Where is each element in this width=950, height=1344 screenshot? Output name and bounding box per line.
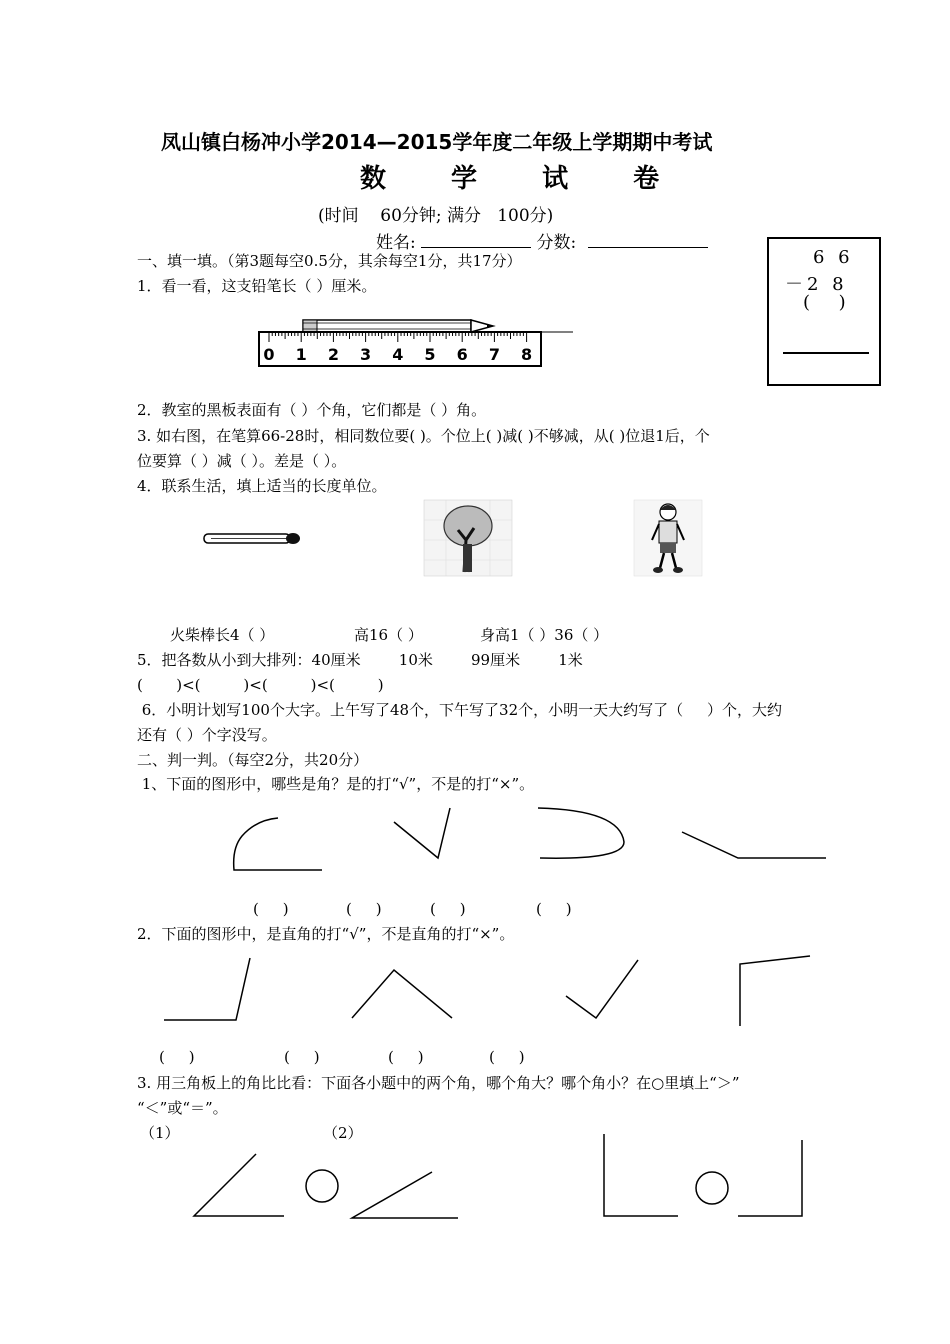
question-1-3-line1: 3. 如右图，在笔算66-28时，相同数位要( )。个位上( )减( )不够减，从( )位退1后，个 [137,427,710,445]
q4-boy-label: 身高1（ ）36（ ） [480,626,609,644]
calc-minus-number: －2 8 [785,274,848,295]
q2-1-paren-4[interactable]: ( ) [536,900,572,918]
name-blank[interactable] [421,247,531,248]
angle-shape-2 [394,808,450,858]
section1-heading: 一、填一填。（第3题每空0.5分，其余每空1分，共17分） [137,252,522,270]
pencil-icon [303,320,495,332]
ruler-number: 4 [392,345,404,364]
ruler-number: 5 [424,345,436,364]
boy-icon [634,500,702,576]
question-1-2: 2．教室的黑板表面有（ ）个角，它们都是（ ）角。 [137,401,487,419]
exam-title: 凤山镇白杨冲小学2014—2015学年度二年级上学期期中考试 [161,130,713,154]
curved-shape-3 [538,808,624,858]
score-blank[interactable] [588,247,708,248]
calc-answer-paren: ( ) [803,292,846,313]
angle-judge-figures [220,800,840,880]
angle-compare-figures [190,1130,810,1225]
compare-circle-1[interactable] [306,1170,338,1202]
q2-2-paren-1[interactable]: ( ) [159,1048,195,1066]
curved-shape-1 [234,818,322,870]
question-2-3-line1: 3. 用三角板上的角比比看：下面各小题中的两个角，哪个角大？哪个角小？在○里填上“＞” [137,1074,740,1092]
score-label: 分数: [536,233,577,253]
name-label: 姓名: [376,233,416,253]
pencil-ruler-figure [255,312,575,370]
exam-subtitle: 数 学 试 卷 [360,164,688,194]
question-2-3-line2: “＜”或“＝”。 [137,1099,228,1117]
time-info: (时间 60分钟; 满分 100分) [318,206,554,226]
matchstick-icon [203,530,303,548]
question-1-4: 4．联系生活，填上适当的长度单位。 [137,477,387,495]
q2-3-label-2: （2） [323,1124,363,1142]
compare-angle-2b [738,1140,802,1216]
q2-2-paren-4[interactable]: ( ) [489,1048,525,1066]
compare-angle-1a [194,1154,284,1216]
angle-shape-4 [682,832,826,858]
angle-shape-c [566,960,638,1018]
q2-2-paren-3[interactable]: ( ) [388,1048,424,1066]
ruler-number: 6 [456,345,468,364]
ruler-number: 0 [263,345,275,364]
angle-shape-b [352,970,452,1018]
section2-heading: 二、判一判。（每空2分，共20分） [137,751,369,769]
ruler-number: 7 [488,345,500,364]
right-angle-judge-figures [160,950,820,1030]
question-1-1: 1．看一看，这支铅笔长（ ）厘米。 [137,277,377,295]
question-2-2: 2．下面的图形中，是直角的打“√”，不是直角的打“×”。 [137,925,515,943]
vertical-subtraction-box [767,237,881,386]
q2-1-paren-3[interactable]: ( ) [430,900,466,918]
q4-matchstick-label: 火柴棒长4（ ） [170,626,275,644]
question-1-5: 5．把各数从小到大排列：40厘米 10米 99厘米 1米 [137,651,583,669]
question-1-3-line2: 位要算（ ）减（ ）。差是（ ）。 [137,452,347,470]
angle-shape-a [164,958,250,1020]
calc-top-number: 6 6 [813,247,854,268]
q2-1-paren-1[interactable]: ( ) [253,900,289,918]
question-1-5-blanks: ( )<( )<( )<( ) [137,676,384,694]
compare-angle-2a [604,1134,678,1216]
question-1-6-line2: 还有（ ）个字没写。 [137,726,277,744]
compare-circle-2[interactable] [696,1172,728,1204]
tree-icon [424,500,512,576]
q2-2-paren-2[interactable]: ( ) [284,1048,320,1066]
q4-tree-label: 高16（ ） [354,626,423,644]
calc-result-line [783,352,869,354]
question-2-1: 1、下面的图形中，哪些是角？是的打“√”，不是的打“×”。 [137,775,535,793]
q2-3-label-1: （1） [140,1124,180,1142]
compare-angle-1b [352,1172,458,1218]
angle-shape-d [740,956,810,1026]
ruler-number: 2 [327,345,339,364]
ruler-number: 8 [521,345,533,364]
ruler-number: 1 [295,345,307,364]
q2-1-paren-2[interactable]: ( ) [346,900,382,918]
ruler-number: 3 [360,345,372,364]
ruler-icon [259,332,573,366]
question-1-6-line1: 6．小明计划写100个大字。上午写了48个，下午写了32个，小明一天大约写了（ ）个，大约 [137,701,782,719]
name-score-line [376,228,708,253]
